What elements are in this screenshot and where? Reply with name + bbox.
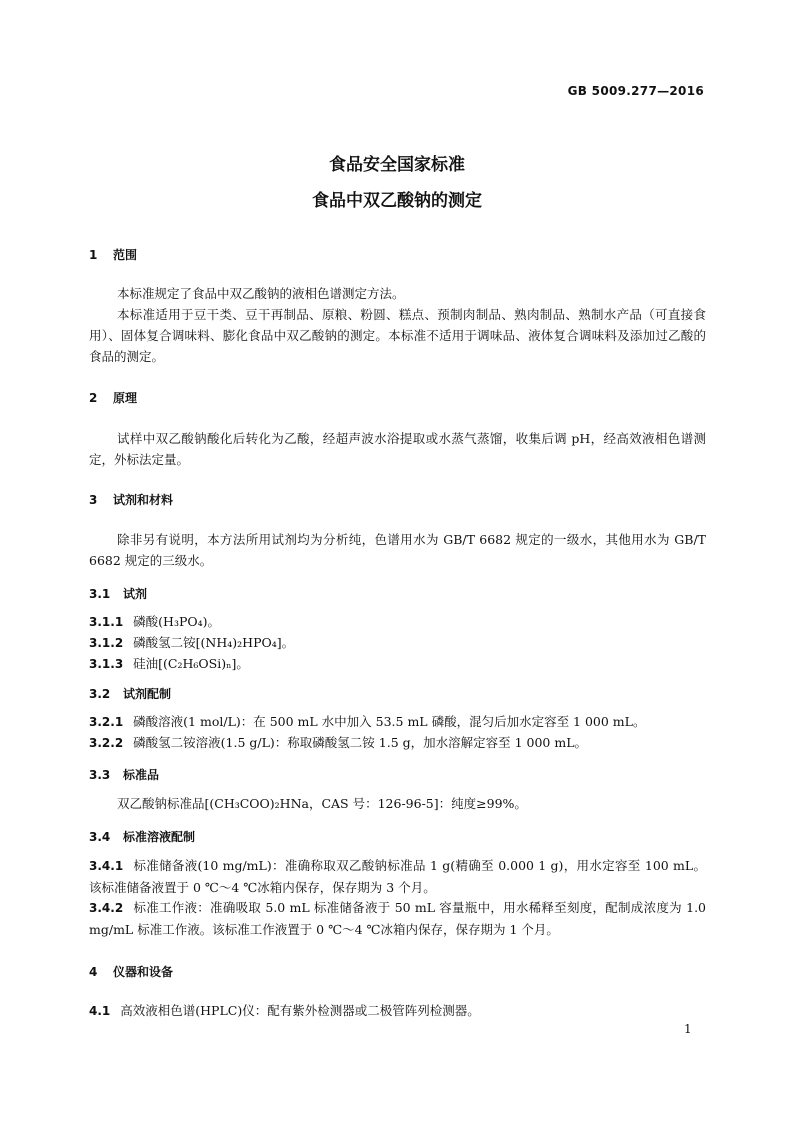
subsection-number: 3.3 — [89, 768, 111, 782]
section-number: 4 — [89, 965, 98, 979]
item-number: 3.1.1 — [89, 615, 124, 629]
item-number: 3.2.1 — [89, 715, 124, 729]
section-1-heading — [89, 246, 137, 263]
item-number: 3.2.2 — [89, 736, 124, 750]
section-1-paragraph-2: 本标准适用于豆干类、豆干再制品、原粮、粉圆、糕点、预制肉制品、熟肉制品、熟制水产品（可直接食用）、固体复合调味料、膨化食品中双乙酸钠的测定。本标准不适用于调味品、液体复合调味料及添加过乙酸的食品的测定。 — [89, 307, 706, 364]
section-2-paragraph-1: 试样中双乙酸钠酸化后转化为乙酸，经超声波水浴提取或水蒸气蒸馏，收集后调 pH，经高效液相色谱测定，外标法定量。 — [89, 431, 706, 467]
section-1-paragraph-1: 本标准规定了食品中双乙酸钠的液相色谱测定方法。 — [117, 286, 405, 301]
item-3-1-3 — [89, 653, 706, 675]
subsection-title: 试剂配制 — [123, 687, 172, 701]
item-text: 硅油[(C₂H₆OSi)ₙ]。 — [133, 656, 249, 671]
section-number: 3 — [89, 493, 98, 507]
standard-number: GB 5009.277—2016 — [567, 84, 704, 98]
item-number: 3.1.3 — [89, 657, 124, 671]
page-number: 1 — [684, 1022, 692, 1036]
subsection-number: 3.1 — [89, 587, 111, 601]
section-number: 1 — [89, 248, 98, 262]
item-4-1 — [89, 1000, 706, 1022]
item-text: 磷酸溶液(1 mol/L)：在 500 mL 水中加入 53.5 mL 磷酸，混匀后加水定容至 1 000 mL。 — [133, 714, 646, 729]
item-text: 标准工作液：准确吸取 5.0 mL 标准储备液于 50 mL 容量瓶中，用水稀释至刻度，配制成浓度为 1.0 mg/mL 标准工作液。该标准工作液置于 0 ℃～4 ℃冰箱内保存，保存期为 1 个月。 — [89, 900, 706, 937]
subsection-title: 试剂 — [123, 587, 148, 601]
item-text: 磷酸(H₃PO₄)。 — [133, 614, 221, 629]
item-3-4-2 — [89, 897, 706, 940]
section-title: 范围 — [113, 248, 138, 262]
item-number: 4.1 — [89, 1004, 111, 1018]
subsection-3-3-paragraph: 双乙酸钠标准品[(CH₃COO)₂HNa，CAS 号：126-96-5]：纯度≥99%。 — [117, 796, 527, 811]
subsection-3-3-heading — [89, 766, 159, 783]
item-text: 磷酸氢二铵溶液(1.5 g/L)：称取磷酸氢二铵 1.5 g，加水溶解定容至 1 000 mL。 — [133, 735, 588, 750]
subsection-title: 标准溶液配制 — [123, 830, 196, 844]
subsection-number: 3.4 — [89, 830, 111, 844]
item-number: 3.4.2 — [89, 901, 124, 915]
item-number: 3.4.1 — [89, 859, 124, 873]
item-3-1-1 — [89, 611, 706, 633]
item-3-4-1 — [89, 855, 706, 898]
document-title: 食品安全国家标准 — [329, 155, 465, 175]
section-title: 原理 — [113, 391, 138, 405]
section-2-heading — [89, 389, 137, 406]
item-3-1-2 — [89, 632, 706, 654]
section-3-heading — [89, 491, 173, 508]
subsection-3-4-heading — [89, 828, 195, 845]
section-number: 2 — [89, 391, 98, 405]
item-3-2-2 — [89, 732, 706, 754]
section-4-heading — [89, 963, 173, 980]
subsection-3-1-heading — [89, 585, 147, 602]
item-text: 磷酸氢二铵[(NH₄)₂HPO₄]。 — [133, 635, 295, 650]
subsection-number: 3.2 — [89, 687, 111, 701]
item-text: 标准储备液(10 mg/mL)：准确称取双乙酸钠标准品 1 g(精确至 0.000 1 g)，用水定容至 100 mL。该标准储备液置于 0 ℃～4 ℃冰箱内保存，保存期为 3 个月。 — [89, 858, 706, 895]
section-title: 试剂和材料 — [113, 493, 174, 507]
document-subtitle: 食品中双乙酸钠的测定 — [312, 191, 482, 211]
subsection-3-2-heading — [89, 685, 171, 702]
item-3-2-1 — [89, 711, 706, 733]
section-title: 仪器和设备 — [113, 965, 174, 979]
item-text: 高效液相色谱(HPLC)仪：配有紫外检测器或二极管阵列检测器。 — [120, 1003, 480, 1018]
section-3-paragraph-1: 除非另有说明，本方法所用试剂均为分析纯，色谱用水为 GB/T 6682 规定的一级水，其他用水为 GB/T 6682 规定的三级水。 — [89, 532, 706, 568]
item-number: 3.1.2 — [89, 636, 124, 650]
subsection-title: 标准品 — [123, 768, 160, 782]
